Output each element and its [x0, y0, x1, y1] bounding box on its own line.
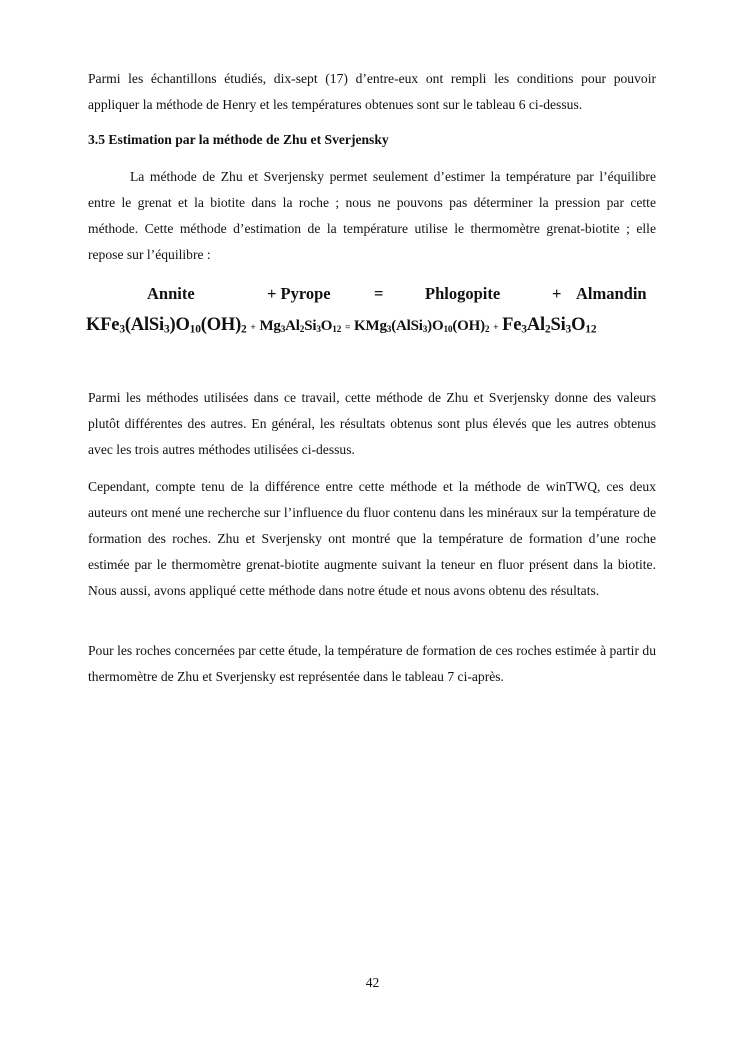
formula-annite: $KFe_3(AlSi_3)O_{10}(OH)_2$ [86, 315, 247, 336]
paragraph-table-reference: Pour les roches concernées par cette étude, la température de formation de ces roches estimée à partir du thermomètre de Zhu et Sverjensky est représentée dans le tableau 7 ci-après. [88, 643, 656, 684]
section-heading: 3.5 Estimation par la méthode de Zhu et Sverjensky [88, 132, 389, 147]
mineral-name-almandin: Almandin [576, 284, 647, 303]
formula-plus-2: + [493, 323, 499, 333]
mineral-name-annite: Annite [147, 284, 195, 303]
formula-line [86, 315, 686, 336]
paragraph-intro: Parmi les échantillons étudiés, dix-sept (17) d’entre-eux ont rempli les conditions pour pouvoir appliquer la méthode de Henry et les températures obtenues sont sur le tableau 6 ci-dessus. [88, 71, 656, 112]
formula-plus-1: + [250, 323, 256, 333]
page-number: 42 [365, 975, 380, 990]
formula-almandin: $Fe_3Al_2Si_3O_{12}$ [502, 315, 597, 336]
mineral-name-pyrope: + Pyrope [267, 284, 331, 303]
formula-pyrope: $Mg_3Al_2Si_3O_{12}$ [259, 318, 342, 336]
mineral-name-phlogopite: Phlogopite [425, 284, 501, 303]
paragraph-fluor: Cependant, compte tenu de la différence entre cette méthode et la méthode de winTWQ, ces deux auteurs ont mené une recherche sur l’influence du fluor contenu dans les minéraux sur la température de formation des roches. Zhu et Sverjensky ont montré que la température de formation d’une roche estimée par le thermomètre grenat-biotite augmente suivant la teneur en fluor présent dans la biotite. Nous aussi, avons appliqué cette méthode dans notre étude et nous avons obtenu des résultats. [88, 479, 656, 598]
paragraph-method: La méthode de Zhu et Sverjensky permet seulement d’estimer la température par l’équilibre entre le grenat et la biotite dans la roche ; nous ne pouvons pas déterminer la pression par cette méthode. Cette méthode d’estimation de la température utilise le thermomètre grenat-biotite ; elle repose sur l’équilibre : [88, 169, 656, 262]
formula-phlogopite: $KMg_3(AlSi_3)O_{10}(OH)_2$ [354, 318, 490, 336]
formula-equals: = [344, 323, 351, 333]
equation-equals-sign: = [374, 284, 384, 303]
paragraph-results: Parmi les méthodes utilisées dans ce travail, cette méthode de Zhu et Sverjensky donne des valeurs plutôt différentes des autres. En général, les résultats obtenus sont plus élevés que les autres obtenus avec les trois autres méthodes utilisées ci-dessus. [88, 390, 656, 457]
equation-plus-sign: + [552, 284, 562, 303]
